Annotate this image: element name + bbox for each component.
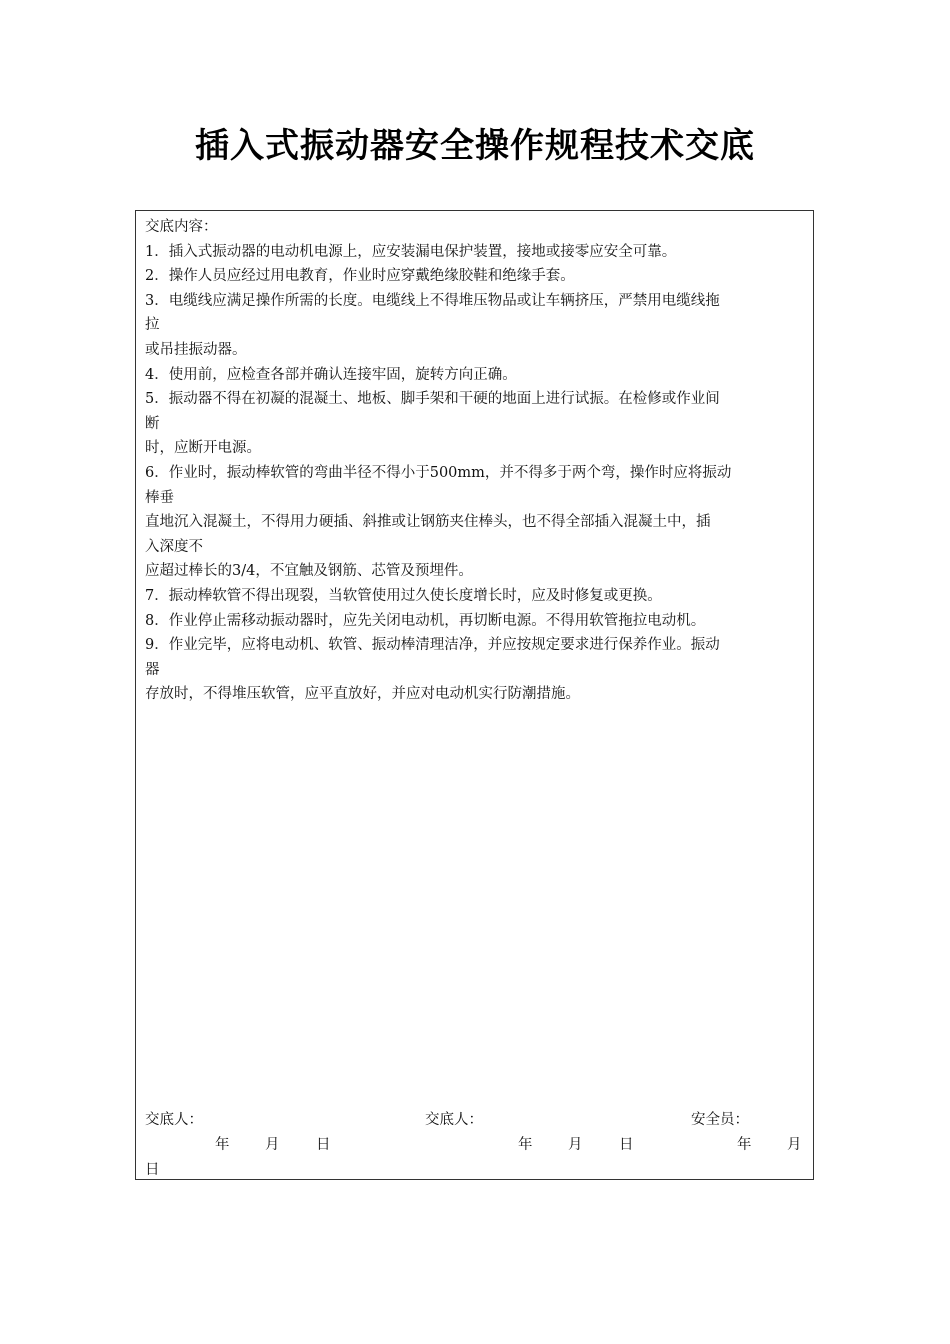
content-line: 7．振动棒软管不得出现裂，当软管使用过久使长度增长时，应及时修复或更换。: [145, 587, 662, 604]
day-label: 日: [316, 1137, 331, 1153]
month-label: 月: [787, 1137, 802, 1153]
discloser-label: 交底人：: [145, 1112, 203, 1128]
content-line: 4．使用前，应检查各部并确认连接牢固，旋转方向正确。: [145, 366, 517, 383]
signature-dates-row: [145, 1133, 805, 1158]
content-line: 棒垂: [145, 489, 174, 506]
content-line: 8．作业停止需移动振动器时，应先关闭电动机，再切断电源。不得用软管拖拉电动机。: [145, 612, 706, 629]
content-line: 存放时，不得堆压软管，应平直放好，并应对电动机实行防潮措施。: [145, 686, 580, 703]
content-line: 2．操作人员应经过用电教育，作业时应穿戴绝缘胶鞋和绝缘手套。: [145, 268, 575, 285]
content-line: 9．作业完毕，应将电动机、软管、振动棒清理洁净，并应按规定要求进行保养作业。振动: [145, 637, 720, 654]
content-line: 入深度不: [145, 538, 203, 555]
signature-dates-wrap-row: [145, 1158, 805, 1183]
safety-officer-label: 安全员：: [691, 1112, 749, 1128]
disclosure-box: [135, 210, 814, 1180]
content-line: 3．电缆线应满足操作所需的长度。电缆线上不得堆压物品或让车辆挤压，严禁用电缆线拖: [145, 292, 720, 309]
content-line: 应超过棒长的3/4，不宜触及钢筋、芯管及预埋件。: [145, 563, 473, 580]
content-line: 拉: [145, 317, 160, 334]
discloser-label: 交底人：: [425, 1112, 483, 1128]
content-line: 断: [145, 415, 160, 432]
content-heading: 交底内容：: [145, 219, 218, 235]
content-line: 器: [145, 661, 160, 678]
day-label: 日: [145, 1162, 160, 1178]
year-label: 年: [737, 1137, 752, 1153]
month-label: 月: [568, 1137, 583, 1153]
day-label: 日: [619, 1137, 634, 1153]
month-label: 月: [265, 1137, 280, 1153]
signature-block: [145, 1108, 805, 1183]
year-label: 年: [215, 1137, 230, 1153]
content-line: 5．振动器不得在初凝的混凝土、地板、脚手架和干硬的地面上进行试振。在检修或作业间: [145, 391, 720, 408]
disclosure-content: [145, 215, 805, 707]
page-title: 插入式振动器安全操作规程技术交底: [195, 126, 755, 166]
year-label: 年: [518, 1137, 533, 1153]
content-line: 直地沉入混凝土，不得用力硬插、斜推或让钢筋夹住棒头，也不得全部插入混凝土中，插: [145, 514, 711, 531]
content-line: 时，应断开电源。: [145, 440, 261, 457]
content-line: 或吊挂振动器。: [145, 341, 247, 358]
signature-labels-row: [145, 1108, 805, 1133]
content-line: 6．作业时，振动棒软管的弯曲半径不得小于500mm，并不得多于两个弯，操作时应将振动: [145, 464, 732, 481]
content-line: 1．插入式振动器的电动机电源上，应安装漏电保护装置，接地或接零应安全可靠。: [145, 243, 677, 260]
